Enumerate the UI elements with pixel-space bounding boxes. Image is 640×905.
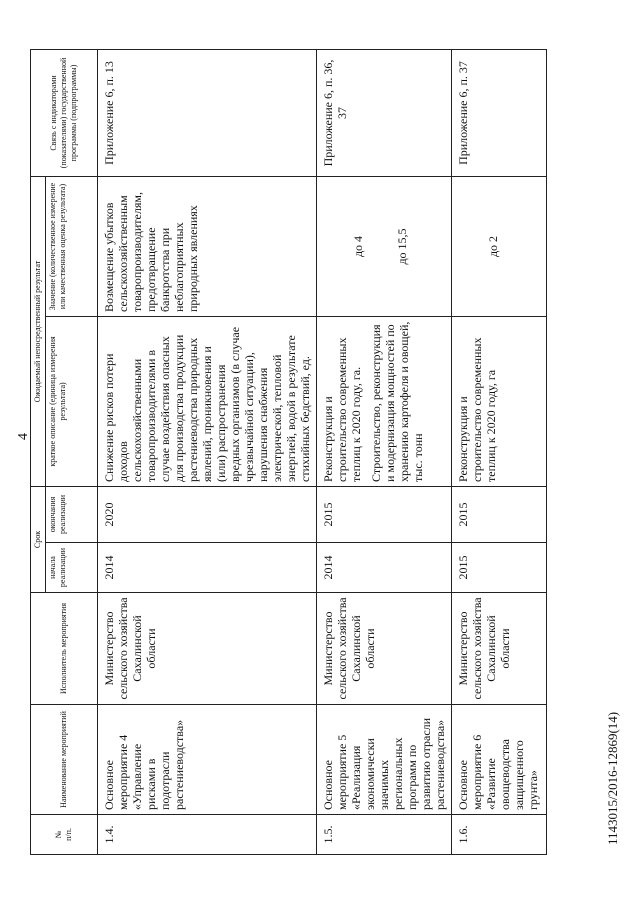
- header-name: Наименование мероприятий: [31, 705, 98, 815]
- row-end: 2015: [317, 486, 452, 542]
- row-value-line: до 15,5: [395, 228, 409, 265]
- header-indicator: Связь с индикаторами (показателями) государственной программы (подпрограммы): [31, 49, 98, 176]
- header-term: Срок: [31, 486, 46, 592]
- header-expected: Ожидаемый непосредственный результат: [31, 176, 46, 486]
- row-end: 2020: [98, 486, 317, 542]
- row-num: 1.4.: [98, 815, 317, 855]
- header-short-desc: краткое описание (единица измерения результата): [46, 316, 98, 486]
- row-indicator: Приложение 6, п. 13: [98, 49, 317, 176]
- row-start: 2015: [452, 543, 547, 593]
- row-indicator: Приложение 6, п. 37: [452, 49, 547, 176]
- header-value: Значение (количественное измерение или качественная оценка результата): [46, 176, 98, 316]
- row-num: 1.5.: [317, 815, 452, 855]
- row-name: Основное мероприятие 4 «Управление рисками в подотрасли растениеводства»: [98, 705, 317, 815]
- row-indicator: Приложение 6, п. 36, 37: [317, 49, 452, 176]
- measures-table: [30, 49, 547, 855]
- table-row: [98, 49, 317, 854]
- row-desc: [317, 316, 452, 486]
- row-executor: Министерство сельского хозяйства Сахалинской области: [317, 593, 452, 705]
- row-desc-line: Строительство, реконструкция и модернизация мощностей по хранению картофеля и овощей, тыс. тонн: [369, 321, 425, 482]
- row-executor: Министерство сельского хозяйства Сахалинской области: [98, 593, 317, 705]
- row-value: Возмещение убытков сельскохозяйственным товаропроизводителям, предотвращение банкротства при неблагоприятных природных явлениях: [98, 176, 317, 316]
- row-start: 2014: [98, 543, 317, 593]
- header-term-end: окончания реализации: [46, 486, 98, 542]
- row-num: 1.6.: [452, 815, 547, 855]
- header-term-start: начала реализации: [46, 543, 98, 593]
- row-value-line: до 2: [486, 235, 500, 258]
- document-number: 1143015/2016-12869(14): [605, 711, 620, 845]
- row-desc-line: Реконструкция и строительство современных теплиц к 2020 году, га.: [321, 337, 363, 482]
- row-value-line: до 4: [351, 235, 365, 258]
- header-num: № п/п.: [31, 815, 98, 855]
- row-desc: Реконструкция и строительство современных теплиц к 2020 году, га: [452, 316, 547, 486]
- row-name: Основное мероприятие 6 «Развитие овощеводства защищенного грунта»: [452, 705, 547, 815]
- header-executor: Исполнитель мероприятия: [31, 593, 98, 705]
- row-end: 2015: [452, 486, 547, 542]
- page-number: 4: [16, 433, 31, 440]
- row-name: Основное мероприятие 5 «Реализация экономически значимых региональных программ по развитию отрасли растениеводства»: [317, 705, 452, 815]
- row-executor: Министерство сельского хозяйства Сахалинской области: [452, 593, 547, 705]
- row-start: 2014: [317, 543, 452, 593]
- table-row: [452, 49, 547, 854]
- row-value: [317, 176, 452, 316]
- row-desc: Снижение рисков потери доходов сельскохозяйственными товаропроизводителями в случае воздействия опасных для производства продукции растениеводства природных явлений, проникновения и (или) распространения вредных организмов (в случае чрезвычайной ситуации), нарушения снабжения электрической, тепловой энергией, водой в результате стихийных бедствий, ед.: [98, 316, 317, 486]
- table-row: [317, 49, 452, 854]
- row-value: [452, 176, 547, 316]
